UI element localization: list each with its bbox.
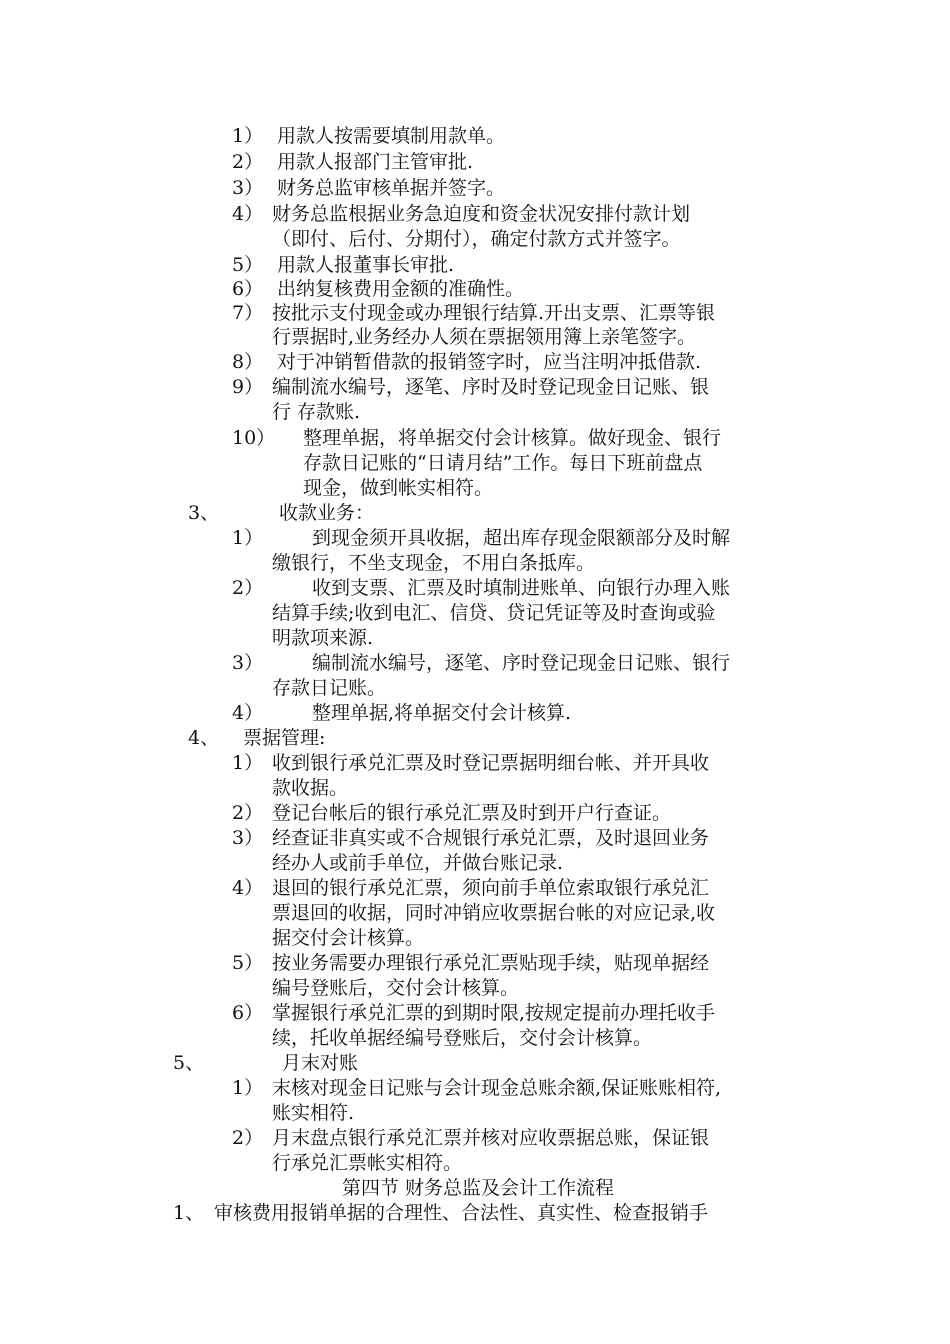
list-item-text: 出纳复核费用金额的准确性。 [277,278,525,300]
list-item-text: 存款日记账。 [272,677,387,699]
list-item-text: 按业务需要办理银行承兑汇票贴现手续，贴现单据经 [272,952,710,974]
list-item-text: 用款人报部门主管审批. [277,151,474,173]
list-item-text: 用款人按需要填制用款单。 [277,125,506,147]
list-item-number: 2） [232,1127,264,1149]
list-item-text: 登记台帐后的银行承兑汇票及时到开户行查证。 [272,802,672,824]
list-item-number: 9） [232,376,264,398]
list-item-number: 10） [232,427,276,449]
list-item-number: 1） [232,1077,264,1099]
list-item-number: 2） [232,151,264,173]
list-item-number: 6） [232,1002,264,1024]
list-item-number: 5） [232,254,264,276]
list-item-text: 经办人或前手单位，并做台账记录. [272,852,564,874]
list-item-text: 续，托收单据经编号登账后，交付会计核算。 [272,1027,653,1049]
list-item-text: （即付、后付、分期付），确定付款方式并签字。 [272,228,681,250]
list-item-number: 2） [232,577,264,599]
list-item-text: 收到支票、汇票及时填制进账单、向银行办理入账 [312,577,731,599]
list-item-number: 7） [232,302,264,324]
section-number: 3、 [188,502,220,524]
list-item-text: 款收据。 [272,777,349,799]
list-item-text: 经查证非真实或不合规银行承兑汇票，及时退回业务 [272,827,710,849]
list-item-number: 4） [232,702,264,724]
list-item-text: 据交付会计核算。 [272,927,425,949]
process-number: 1、 [173,1202,205,1224]
section-number: 5、 [173,1052,205,1074]
list-item-text: 现金，做到帐实相符。 [303,477,494,499]
list-item-text: 账实相符. [272,1102,355,1124]
list-item-number: 2） [232,802,264,824]
list-item-text: 编号登账后，交付会计核算。 [272,977,520,999]
list-item-text: 行 存款账. [272,401,361,423]
list-item-text: 掌握银行承兑汇票的到期时限,按规定提前办理托收手 [272,1002,716,1024]
list-item-text: 对于冲销暂借款的报销签字时，应当注明冲抵借款. [277,351,702,373]
list-item-text: 行票据时,业务经办人须在票据领用簿上亲笔签字。 [272,326,697,348]
list-item-text: 缴银行，不坐支现金，不用白条抵库。 [272,552,596,574]
list-item-text: 整理单据,将单据交付会计核算. [312,702,572,724]
list-item-number: 1） [232,752,264,774]
list-item-text: 按批示支付现金或办理银行结算.开出支票、汇票等银 [272,302,716,324]
list-item-text: 结算手续;收到电汇、信贷、贷记凭证等及时查询或验 [272,602,716,624]
list-item-number: 8） [232,351,264,373]
list-item-number: 1） [232,527,264,549]
list-item-text: 整理单据，将单据交付会计核算。做好现金、银行 [303,427,722,449]
list-item-text: 编制流水编号，逐笔、序时及时登记现金日记账、银 [272,376,710,398]
list-item-text: 票退回的收据，同时冲销应收票据台帐的对应记录,收 [272,902,716,924]
list-item-text: 财务总监根据业务急迫度和资金状况安排付款计划 [272,203,691,225]
list-item-number: 3） [232,827,264,849]
list-item-number: 1） [232,125,264,147]
section-number: 4、 [188,727,220,749]
list-item-text: 存款日记账的“日请月结”工作。每日下班前盘点 [303,452,703,474]
section-heading: 票据管理: [243,727,326,749]
list-item-number: 3） [232,177,264,199]
section-heading: 收款业务： [279,502,375,524]
list-item-number: 4） [232,877,264,899]
process-text: 审核费用报销单据的合理性、合法性、真实性、检查报销手 [214,1202,709,1224]
list-item-text: 行承兑汇票帐实相符。 [272,1152,463,1174]
list-item-number: 4） [232,203,264,225]
list-item-number: 5） [232,952,264,974]
list-item-number: 3） [232,652,264,674]
list-item-text: 收到银行承兑汇票及时登记票据明细台帐、并开具收 [272,752,710,774]
section-heading: 月末对账 [282,1052,359,1074]
list-item-text: 月末盘点银行承兑汇票并核对应收票据总账，保证银 [272,1127,710,1149]
list-item-number: 6） [232,278,264,300]
list-item-text: 退回的银行承兑汇票，须向前手单位索取银行承兑汇 [272,877,710,899]
list-item-text: 明款项来源. [272,627,374,649]
chapter-heading: 第四节 财务总监及会计工作流程 [342,1177,615,1199]
list-item-text: 末核对现金日记账与会计现金总账余额,保证账账相符, [272,1077,722,1099]
list-item-text: 编制流水编号，逐笔、序时登记现金日记账、银行 [312,652,731,674]
list-item-text: 用款人报董事长审批. [277,254,455,276]
list-item-text: 到现金须开具收据，超出库存现金限额部分及时解 [312,527,731,549]
list-item-text: 财务总监审核单据并签字。 [277,177,506,199]
